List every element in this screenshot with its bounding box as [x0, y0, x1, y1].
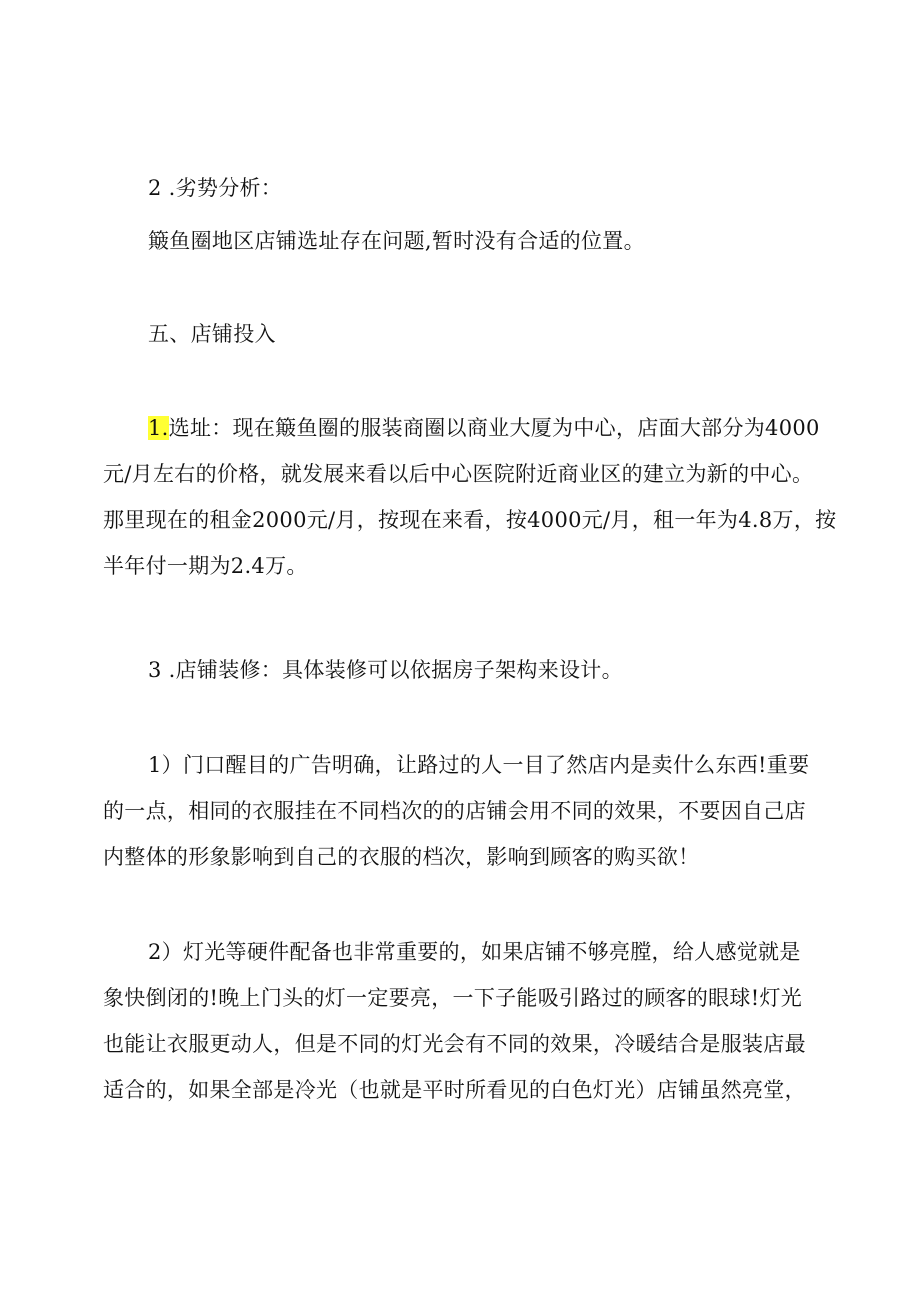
paragraph-line: 象快倒闭的!晚上门头的灯一定要亮，一下子能吸引路过的顾客的眼球!灯光 — [103, 986, 803, 1010]
paragraph-line: 的一点，相同的衣服挂在不同档次的的店铺会用不同的效果，不要因自己店 — [103, 799, 806, 823]
paragraph-lighting — [103, 937, 823, 1117]
paragraph-line: 适合的，如果全部是冷光（也就是平时所看见的白色灯光）店铺虽然亮堂， — [103, 1078, 806, 1102]
paragraph-decoration: 3 .店铺装修：具体装修可以依据房子架构来设计。 — [148, 658, 623, 682]
section-heading-investment: 五、店铺投入 — [148, 322, 276, 346]
highlight-marker: 1. — [148, 416, 169, 440]
paragraph-entrance-ads — [103, 750, 823, 890]
paragraph-line: 那里现在的租金2000元/月，按现在来看，按4000元/月，租一年为4.8万，按 — [103, 508, 837, 532]
paragraph-line: 元/月左右的价格，就发展来看以后中心医院附近商业区的建立为新的中心。 — [103, 462, 814, 486]
paragraph-line: 半年付一期为2.4万。 — [103, 554, 308, 578]
paragraph-line: 2）灯光等硬件配备也非常重要的，如果店铺不够亮膛，给人感觉就是 — [148, 940, 801, 964]
paragraph-line: 1.选址：现在簸鱼圈的服装商圈以商业大厦为中心，店面大部分为4000 — [148, 416, 820, 440]
weakness-text: 簸鱼圈地区店铺选址存在问题,暂时没有合适的位置。 — [148, 229, 645, 253]
paragraph-line: 也能让衣服更动人，但是不同的灯光会有不同的效果，冷暖结合是服装店最 — [103, 1032, 806, 1056]
paragraph-site-selection — [103, 413, 837, 593]
paragraph-line: 1）门口醒目的广告明确，让路过的人一目了然店内是卖什么东西!重要 — [148, 753, 810, 777]
section-heading-weakness: 2 .劣势分析： — [148, 176, 283, 200]
paragraph-line: 内整体的形象影响到自己的衣服的档次，影响到顾客的购买欲！ — [103, 845, 700, 869]
